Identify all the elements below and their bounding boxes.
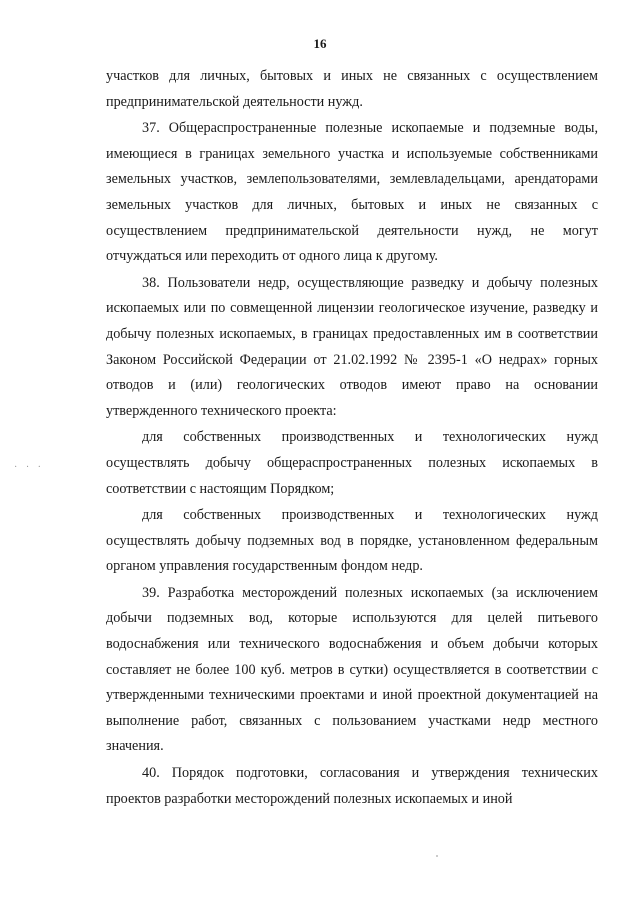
- scan-speck: [436, 855, 438, 857]
- paragraph-continuation: участков для личных, бытовых и иных не связанных с осуществлением предпринимательской деятельности нужд.: [106, 68, 598, 110]
- paragraph-38: 38. Пользователи недр, осуществляющие разведку и добычу полезных ископаемых или по совмещенной лицензии геологическое изучение, разведку и добычу полезных ископаемых, в границах предоставленных им в соответствии Законом Российской Федерации от 21.02.1992 № 2395-1 «О недрах» горных отводов и (или) геологических отводов имеют право на основании утвержденного технического проекта:: [106, 274, 598, 419]
- paragraph-40: 40. Порядок подготовки, согласования и утверждения технических проектов разработки месторождений полезных ископаемых и иной: [106, 765, 598, 807]
- scan-margin-mark: · · ·: [14, 462, 44, 473]
- paragraph-37: 37. Общераспространенные полезные ископаемые и подземные воды, имеющиеся в границах земельного участка и используемые собственниками земельных участков, землепользователями, землевладельцами, арендаторами земельных участков для личных, бытовых и иных не связанных с осуществлением предпринимательской деятельности нужд, не могут отчуждаться или переходить от одного лица к другому.: [106, 120, 598, 265]
- paragraph-38-item-1: для собственных производственных и технологических нужд осуществлять добычу общераспространенных полезных ископаемых в соответствии с настоящим Порядком;: [106, 429, 598, 497]
- page-number: 16: [313, 36, 327, 51]
- document-body: [106, 64, 598, 812]
- paragraph-38-item-2: для собственных производственных и технологических нужд осуществлять добычу подземных вод в порядке, установленном федеральным органом управления государственным фондом недр.: [106, 507, 598, 575]
- paragraph-39: 39. Разработка месторождений полезных ископаемых (за исключением добычи подземных вод, которые используются для целей питьевого водоснабжения или технического водоснабжения и объем добычи которых составляет не более 100 куб. метров в сутки) осуществляется в соответствии с утвержденными техническими проектами и иной проектной документацией на выполнение работ, связанных с пользованием участками недр местного значения.: [106, 584, 598, 755]
